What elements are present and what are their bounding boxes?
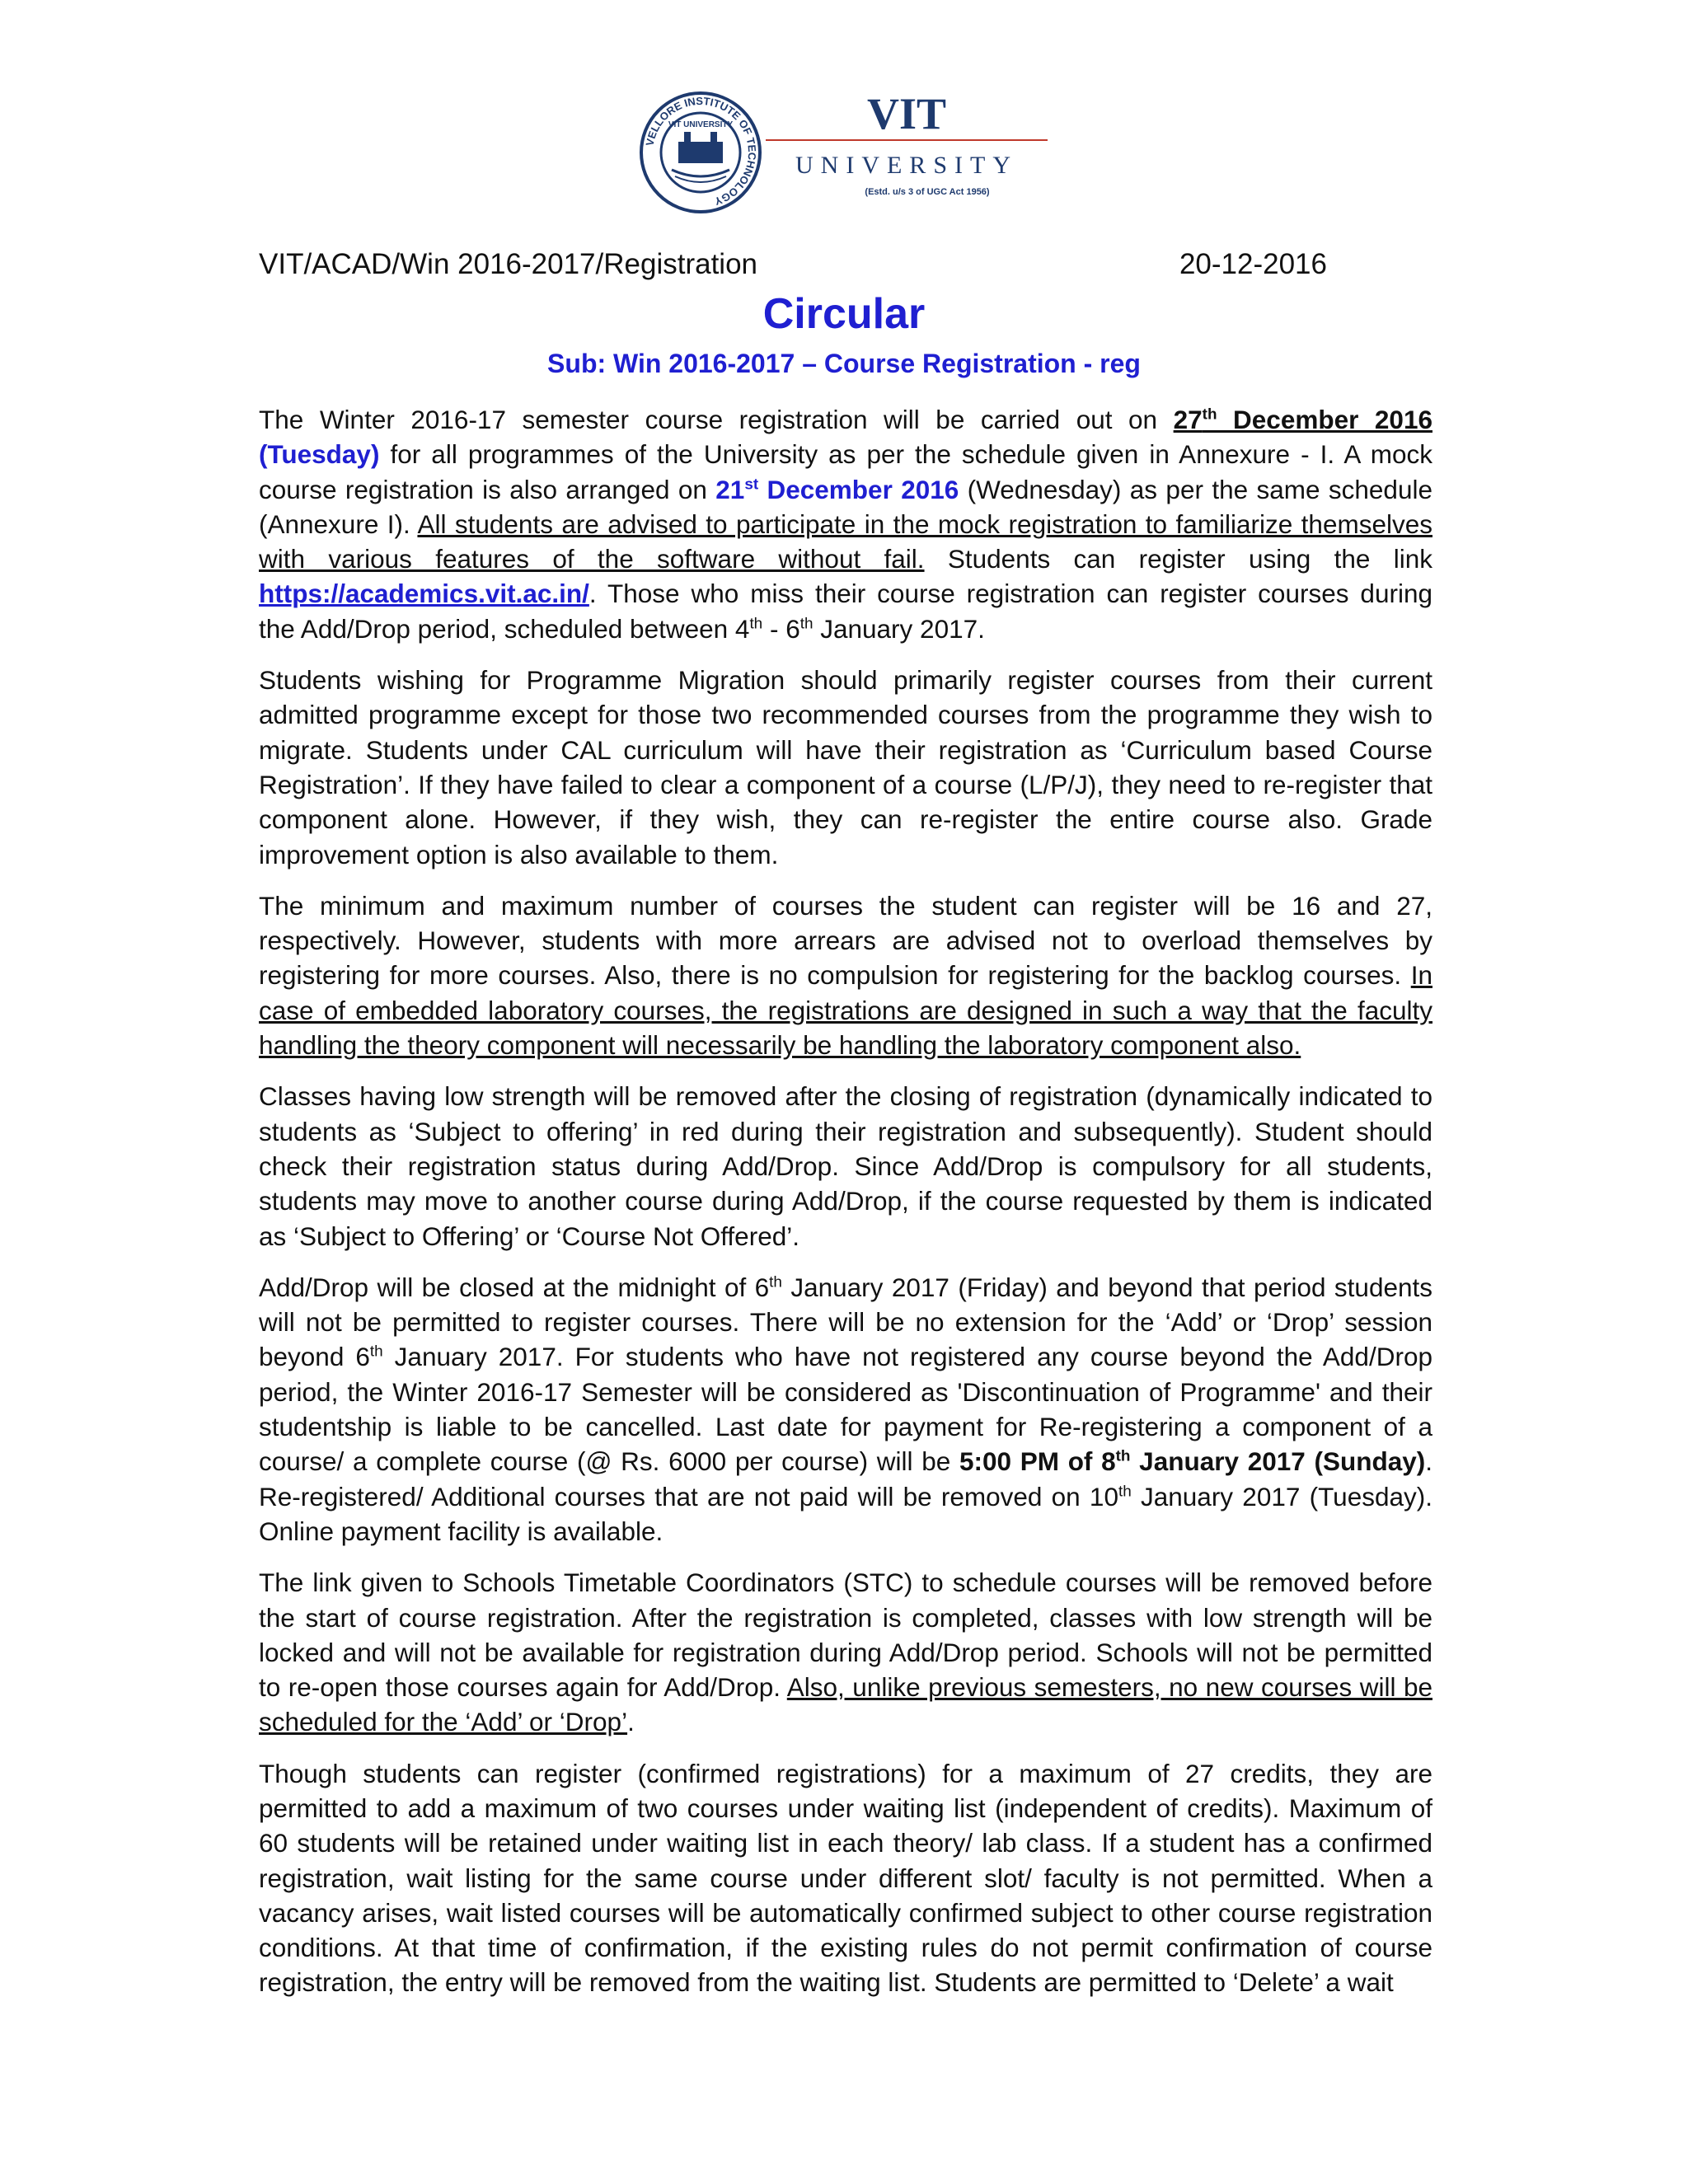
reference-number: VIT/ACAD/Win 2016-2017/Registration [259, 248, 757, 280]
paragraph-waiting-list: Though students can register (confirmed registrations) for a maximum of 27 credits, they are permitted to add a maximum of two courses under waiting list (independent of credits). Maximum of 60 students will be retained under waiting list in each theory/ lab class. If a student has a confirmed registration, wait listing for the same course under different slot/ faculty is not permitted. When a vacancy arises, wait listed courses will be automatically confirmed subject to other course registration conditions. At that time of confirmation, if the existing rules do not permit confirmation of course registration, the entry will be removed from the waiting list. Students are permitted to ‘Delete’ a wait [259, 1758, 1432, 1998]
no-new-courses-underlined: Also, unlike previous semesters, no new courses will be scheduled for the ‘Add’ or ‘Drop’ [259, 1672, 1432, 1737]
embedded-lab-note-underlined: In case of embedded laboratory courses, the registrations are designed in such a way that the faculty handling the theory component will necessarily be handling the laboratory component also. [259, 960, 1432, 1061]
paragraph-programme-migration: Students wishing for Programme Migration should primarily register courses from their current admitted programme except for those two recommended courses from the programme they wish to migrate. Students under CAL curriculum will have their registration as ‘Curriculum based Course Registration’. If they have failed to clear a component of a course (L/P/J), they need to re-register that component alone. However, if they wish, they can re-register the entire course also. Grade improvement option is also available to them. [259, 665, 1432, 869]
academics-link[interactable]: https://academics.vit.ac.in/ [259, 579, 589, 609]
seal-ring-text: VELLORE INSTITUTE OF TECHNOLOGY [643, 94, 759, 209]
payment-deadline: 5:00 PM of 8th January 2017 (Sunday) [959, 1446, 1426, 1477]
registration-day: (Tuesday) [259, 439, 380, 470]
subject-line: Sub: Win 2016-2017 – Course Registration - reg [547, 349, 1141, 378]
seal-center-text: VIT UNIVERSITY [668, 120, 734, 129]
circular-date: 20-12-2016 [1179, 248, 1327, 280]
mock-registration-date: 21st December 2016 [715, 474, 959, 504]
circular-body [259, 402, 1432, 2017]
university-seal-icon [639, 91, 762, 214]
reference-line [259, 244, 1327, 285]
logo-sub-text: UNIVERSITY [795, 152, 1018, 179]
paragraph-low-strength-classes: Classes having low strength will be removed after the closing of registration (dynamically indicated to students as ‘Subject to offering’ in red during their registration and subsequently). Student should check their registration status during Add/Drop. Since Add/Drop is compulsory for all students, students may move to another course during Add/Drop, if the course requested by them is indicated as ‘Subject to Offering’ or ‘Course Not Offered’. [259, 1081, 1432, 1251]
paragraph-registration-dates: The Winter 2016-17 semester course registration will be carried out on 27th December 2016 (Tuesday) for all programmes of the University as per the schedule given in Annexure - I. A mock course registration is also arranged on 21st December 2016 (Wednesday) as per the same schedule (Annexure I). All students are advised to participate in the mock registration to familiarize themselves with various features of the software without fail. Students can register using the link https://academics.vit.ac.in/. Those who miss their course registration can register courses during the Add/Drop period, scheduled between 4th - 6th January 2017. [259, 405, 1432, 644]
vit-logo [639, 91, 1051, 223]
paragraph-add-drop: Add/Drop will be closed at the midnight of 6th January 2017 (Friday) and beyond that period students will not be permitted to register courses. There will be no extension for the ‘Add’ or ‘Drop’ session beyond 6th January 2017. For students who have not registered any course beyond the Add/Drop period, the Winter 2016-17 Semester will be considered as 'Discontinuation of Programme' and their studentship is liable to be cancelled. Last date for payment for Re-registering a component of a course/ a complete course (@ Rs. 6000 per course) will be 5:00 PM of 8th January 2017 (Sunday). Re-registered/ Additional courses that are not paid will be removed on 10th January 2017 (Tuesday). Online payment facility is available. [259, 1272, 1432, 1546]
logo-main-text: VIT [866, 91, 947, 138]
paragraph-course-limits: The minimum and maximum number of courses the student can register will be 16 and 27, respectively. However, students with more arrears are advised not to overload themselves by registering for more courses. Also, there is no compulsion for registering for the backlog courses. In case of embedded laboratory courses, the registrations are designed in such a way that the faculty handling the theory component will necessarily be handling the laboratory component also. [259, 890, 1432, 1061]
page-title: Circular [762, 290, 926, 338]
mock-advice-underlined: All students are advised to participate in the mock registration to familiarize themselves with various features of the software without fail. [259, 509, 1432, 574]
logo-estd-text: (Estd. u/s 3 of UGC Act 1956) [865, 187, 990, 197]
vit-wordmark [762, 91, 1051, 223]
registration-date: 27th December 2016 [1173, 405, 1432, 434]
paragraph-stc-link: The link given to Schools Timetable Coordinators (STC) to schedule courses will be removed before the start of course registration. After the registration is completed, classes with low strength will be locked and will not be available for registration during Add/Drop period. Schools will not be permitted to re-open those courses again for Add/Drop. Also, unlike previous semesters, no new courses will be scheduled for the ‘Add’ or ‘Drop’. [259, 1568, 1432, 1737]
